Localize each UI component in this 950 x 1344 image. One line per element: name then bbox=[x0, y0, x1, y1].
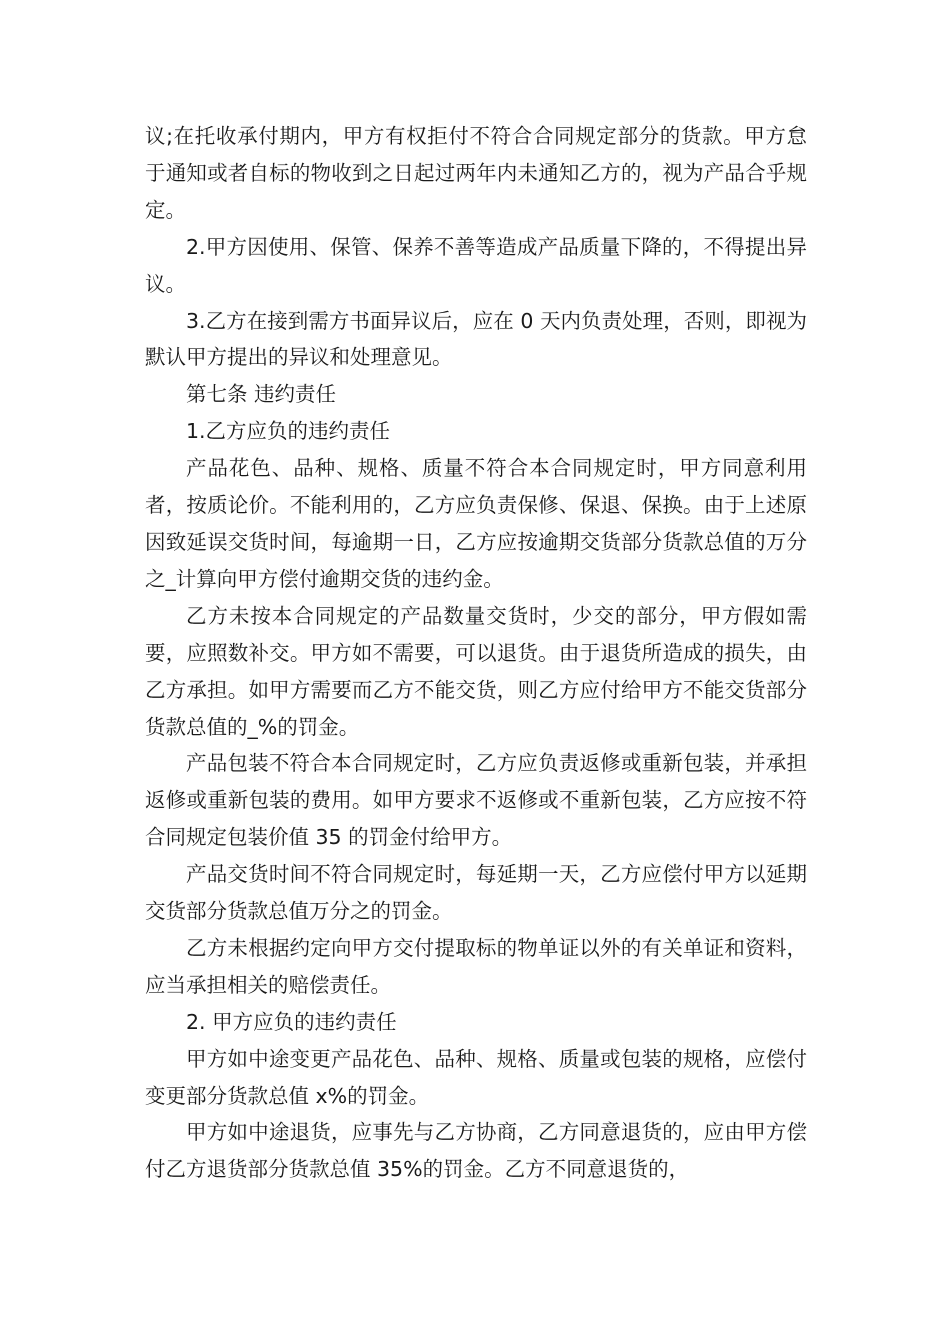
document-page bbox=[145, 118, 807, 1188]
paragraph-delivery-delay: 产品交货时间不符合同规定时，每延期一天，乙方应偿付甲方以延期交货部分货款总值万分之的罚金。 bbox=[145, 862, 807, 924]
paragraph-inspection-continued: 议;在托收承付期内，甲方有权拒付不符合合同规定部分的货款。甲方怠于通知或者自标的物收到之日起过两年内未通知乙方的，视为产品合乎规定。 bbox=[145, 124, 807, 222]
paragraph-quantity-shortfall: 乙方未按本合同规定的产品数量交货时，少交的部分，甲方假如需要，应照数补交。甲方如不需要，可以退货。由于退货所造成的损失，由乙方承担。如甲方需要而乙方不能交货，则乙方应付给甲方不能交货部分货款总值的_%的罚金。 bbox=[145, 603, 807, 739]
paragraph-specification-change: 甲方如中途变更产品花色、品种、规格、质量或包装的规格，应偿付变更部分货款总值 x%的罚金。 bbox=[145, 1046, 807, 1108]
paragraph-clause-3: 3.乙方在接到需方书面异议后，应在 0 天内负责处理，否则，即视为默认甲方提出的异议和处理意见。 bbox=[145, 308, 807, 370]
paragraph-packaging-nonconformity: 产品包装不符合本合同规定时，乙方应负责返修或重新包装，并承担返修或重新包装的费用。如甲方要求不返修或不重新包装，乙方应按不符合同规定包装价值 35 的罚金付给甲方。 bbox=[145, 751, 807, 850]
section-heading-article-7: 第七条 违约责任 bbox=[186, 382, 337, 407]
subheading-party-a-liability: 2. 甲方应负的违约责任 bbox=[186, 1009, 397, 1034]
subheading-party-b-liability: 1.乙方应负的违约责任 bbox=[186, 419, 391, 444]
paragraph-quality-nonconformity: 产品花色、品种、规格、质量不符合本合同规定时，甲方同意利用者，按质论价。不能利用的，乙方应负责保修、保退、保换。由于上述原因致延误交货时间，每逾期一日，乙方应按逾期交货部分货款总值的万分之_计算向甲方偿付逾期交货的违约金。 bbox=[145, 456, 807, 591]
paragraph-documents-liability: 乙方未根据约定向甲方交付提取标的物单证以外的有关单证和资料，应当承担相关的赔偿责任。 bbox=[145, 935, 807, 997]
paragraph-clause-2: 2.甲方因使用、保管、保养不善等造成产品质量下降的，不得提出异议。 bbox=[145, 234, 807, 296]
paragraph-midway-return: 甲方如中途退货，应事先与乙方协商，乙方同意退货的，应由甲方偿付乙方退货部分货款总值 35%的罚金。乙方不同意退货的， bbox=[145, 1120, 807, 1182]
